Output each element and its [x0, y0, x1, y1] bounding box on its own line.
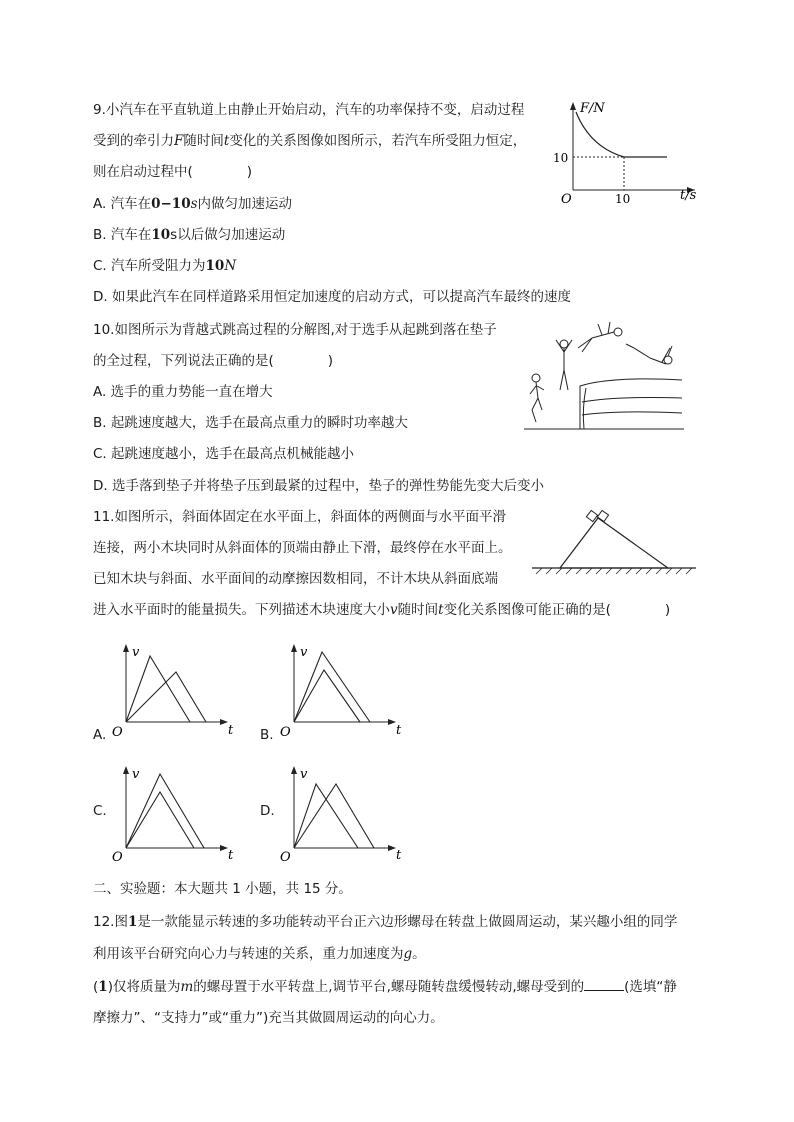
section-2-title: 二、实验题：本大题共 1 小题，共 15 分。	[93, 881, 352, 897]
q11-stem-line3: 已知木块与斜面、水平面间的动摩擦因数相同，不计木块从斜面底端	[93, 571, 498, 587]
origin-label: O	[112, 725, 123, 738]
curve-1	[126, 774, 204, 848]
q10-stem-line1: 10.如图所示为背越式跳高过程的分解图,对于选手从起跳到落在垫子	[93, 322, 497, 338]
q11-choice-a[interactable]: A.	[93, 727, 107, 743]
athlete-takeoff	[556, 340, 572, 390]
axis-v-label: v	[132, 645, 140, 660]
q10-option-d: D. 选手落到垫子并将垫子压到最紧的过程中，垫子的弹性势能先变大后变小	[93, 478, 544, 494]
q10-option-c: C. 起跳速度越小，选手在最高点机械能越小	[93, 446, 355, 462]
force-curve	[576, 112, 667, 157]
x-tick-10: 10	[615, 192, 631, 206]
q11-stem-line1: 11.如图所示，斜面体固定在水平面上，斜面体的两侧面与水平面平滑	[93, 509, 506, 525]
q11-graph-d	[276, 762, 416, 862]
athlete-peak	[578, 322, 622, 352]
q10-option-a: A. 选手的重力势能一直在增大	[93, 384, 273, 400]
athlete-runup	[530, 374, 544, 422]
q10-stem-line2: 的全过程，下列说法正确的是( )	[93, 353, 334, 369]
origin-label: O	[561, 192, 572, 207]
q10-high-jump-figure	[522, 318, 687, 433]
answer-blank[interactable]	[584, 976, 624, 991]
ground-hatching	[536, 568, 692, 574]
q11-graph-b	[276, 638, 416, 738]
y-axis-arrow	[570, 102, 576, 110]
mat-layer-2	[582, 412, 682, 415]
mat-edge	[583, 388, 586, 429]
mat-layer-1	[582, 398, 682, 403]
q9-option-c: C. 汽车所受阻力为10N	[93, 258, 237, 274]
q12-line1: 12.图1是一款能显示转速的多功能转动平台正六边形螺母在转盘上做圆周运动，某兴趣小组的同学	[93, 914, 678, 930]
curve-2	[126, 792, 194, 848]
q9-option-d: D. 如果此汽车在同样道路采用恒定加速度的启动方式，可以提高汽车最终的速度	[93, 289, 571, 305]
q9-force-time-graph	[540, 92, 710, 207]
q12-line4: 摩擦力”、“支持力”或“重力”)充当其做圆周运动的向心力。	[93, 1010, 444, 1026]
y-axis-label: F/N	[580, 101, 605, 116]
curve-1	[294, 652, 370, 722]
axis-t-label: t	[396, 848, 402, 862]
axis-v-label: v	[132, 767, 140, 782]
q11-choice-b[interactable]: B.	[260, 727, 274, 743]
q11-graph-c	[108, 762, 248, 862]
curve-2	[126, 672, 206, 722]
axis-t-label: t	[396, 723, 402, 738]
athlete-landing	[626, 344, 672, 364]
q11-choice-c[interactable]: C.	[93, 803, 107, 819]
q9-stem-line2: 受到的牵引力F随时间t变化的关系图像如图所示，若汽车所受阻力恒定，	[93, 133, 527, 149]
origin-label: O	[280, 725, 291, 738]
axis-t-label: t	[228, 848, 234, 862]
block-right	[597, 510, 608, 521]
curve-2	[294, 784, 374, 848]
q11-graph-a	[108, 638, 248, 738]
q11-choice-d[interactable]: D.	[260, 803, 275, 819]
q9-option-a: A. 汽车在0−10s内做匀加速运动	[93, 196, 293, 212]
x-axis-label: t/s	[680, 188, 697, 203]
mat-top	[580, 379, 682, 429]
y-tick-10: 10	[553, 151, 569, 165]
q12-line2: 利用该平台研究向心力与转速的关系，重力加速度为g。	[93, 946, 426, 962]
axis-v-label: v	[300, 767, 308, 782]
q11-stem-line2: 连接，两小木块同时从斜面体的顶端由静止下滑，最终停在水平面上。	[93, 540, 512, 556]
q9-stem-line3: 则在启动过程中( )	[93, 164, 253, 180]
curve-1	[294, 784, 358, 848]
q11-stem-line4: 进入水平面时的能量损失。下列描述木块速度大小v随时间t变化关系图像可能正确的是( )	[93, 602, 671, 618]
axis-v-label: v	[300, 645, 308, 660]
origin-label: O	[280, 850, 291, 862]
origin-label: O	[112, 850, 123, 862]
incline-body	[560, 518, 668, 568]
q11-incline-figure	[530, 506, 700, 578]
q9-stem-line1: 9.小汽车在平直轨道上由静止开始启动，汽车的功率保持不变，启动过程	[93, 102, 525, 118]
q12-line3: (1)仅将质量为m的螺母置于水平转盘上,调节平台,螺母随转盘缓慢转动,螺母受到的 (选填“静	[93, 976, 677, 997]
q9-option-b: B. 汽车在10s以后做匀加速运动	[93, 227, 286, 243]
axis-t-label: t	[228, 723, 234, 738]
q10-option-b: B. 起跳速度越大，选手在最高点重力的瞬时功率越大	[93, 415, 408, 431]
